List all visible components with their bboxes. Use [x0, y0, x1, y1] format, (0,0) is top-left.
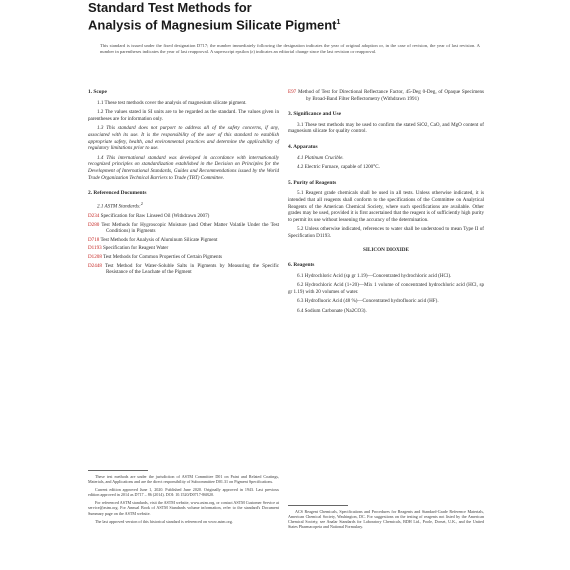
paragraph-1-2: 1.2 The values stated in SI units are to be regarded as the standard. The values given in parentheses are for information only.: [88, 109, 279, 122]
footnote-5: ACS Reagent Chemicals, Specifications and Procedures for Reagents and Standard-Grade Reference Materials, American Chemical Society, Washington, DC. For suggestions on the testing of reagents not listed by the American Chemical Society, see Analar Standards for Laboratory Chemicals, BDH Ltd., Poole, Dorset, U.K., and the United States Pharmacopeia and National Formulary.: [288, 509, 484, 530]
paragraph-6-4: 6.4 Sodium Carbonate (Na2CO3).: [297, 308, 367, 315]
reference-item: D2448 Test Method for Water-Soluble Salts in Pigments by Measuring the Specific Resistance of the Leachate of the Pigment: [88, 262, 280, 276]
footnote-2: Current edition approved June 1, 2020. Published June 2020. Originally approved in 1943. Last previous edition approved in 2014 as D717 – 86 (2014). DOI: 10.1520/D0717-86R20.: [88, 487, 279, 498]
paragraph-5-1: 5.1 Reagent grade chemicals shall be used in all tests. Unless otherwise indicated, it is intended that all reagents shall conform to the specifications of the Committee on Analytical Reagents of the American Chemical Society, where such specifications are available. Other grades may be used, provided it is first ascertained that the reagent is of sufficiently high purity to permit its use without lessening the accuracy of the determination.: [288, 190, 484, 223]
reference-item: D234 Specification for Raw Linseed Oil (Withdrawn 2007): [88, 213, 210, 219]
left-column: [88, 89, 279, 278]
paragraph-4-2: 4.2 Electric Furnace, capable of 1200°C.: [297, 164, 380, 171]
reference-item: D718 Test Methods for Analysis of Aluminum Silicate Pigment: [88, 236, 218, 243]
section-heading-silicon-dioxide: SILICON DIOXIDE: [363, 246, 409, 253]
footnote-4: The last approved version of this historical standard is referenced on www.astm.org.: [95, 518, 233, 524]
title-footnote-mark: 1: [336, 19, 341, 26]
paragraph-1-1: 1.1 These test methods cover the analysis of magnesium silicate pigment.: [97, 99, 247, 106]
paragraph-1-3: 1.3 This standard does not purport to address all of the safety concerns, if any, associated with its use. It is the responsibility of the user of this standard to establish appropriate safety, health, and environmental practices and determine the applicability of regulatory limitations prior to use.: [88, 125, 279, 152]
reference-link[interactable]: D718: [88, 236, 100, 243]
footnote-3: For referenced ASTM standards, visit the ASTM website, www.astm.org, or contact ASTM Customer Service at service@astm.org. For Annual Book of ASTM Standards volume information, refer to the standard's Document Summary page on the ASTM website.: [88, 500, 279, 516]
section-heading-referenced-documents: 2. Referenced Documents: [88, 190, 147, 197]
section-heading-scope: 1. Scope: [88, 89, 107, 95]
section-heading-purity: 5. Purity of Reagents: [288, 179, 337, 186]
reference-link[interactable]: D234: [88, 213, 100, 219]
section-heading-significance: 3. Significance and Use: [288, 111, 342, 118]
paragraph-6-3: 6.3 Hydrofluoric Acid (48 %)—Concentrated hydrofluoric acid (HF).: [297, 298, 439, 305]
reference-link[interactable]: E97: [288, 89, 297, 95]
footnote-divider: [288, 505, 348, 506]
footnote-1: These test methods are under the jurisdiction of ASTM Committee D01 on Paint and Related Coatings, Materials, and Applications and are the direct responsibility of Subcommittee D01.31 on Pigment Specifications.: [88, 474, 279, 485]
section-heading-apparatus: 4. Apparatus: [288, 143, 318, 150]
paragraph-1-4: 1.4 This international standard was developed in accordance with internationally recognized principles on standardization established in the Decision on Principles for the Development of International Standards, Guides and Recommendations issued by the World Trade Organization Technical Barriers to Trade (TBT) Committee.: [88, 154, 279, 181]
paragraph-5-2: 5.2 Unless otherwise indicated, references to water shall be understood to mean Type II of Specification D1193.: [288, 226, 484, 239]
paragraph-3-1: 3.1 These test methods may be used to confirm the stated SiO2, CaO, and MgO content of magnesium silicate for quality control.: [288, 121, 484, 135]
paragraph-4-1: 4.1 Platinum Crucible.: [297, 154, 344, 161]
paragraph-2-1: 2.1 ASTM Standards:$^2$: [97, 200, 143, 210]
paragraph-6-1: 6.1 Hydrochloric Acid (sp gr 1.19)—Concentrated hydrochloric acid (HCl).: [297, 272, 452, 279]
footnote-divider: [88, 470, 148, 471]
paragraph-6-2: 6.2 Hydrochloric Acid (1+20)—Mix 1 volume of concentrated hydrochloric acid (HCl, sp gr 1.19) with 20 volumes of water.: [288, 282, 484, 295]
reference-item: D1208 Test Methods for Common Properties of Certain Pigments: [88, 253, 222, 260]
designation-note: This standard is issued under the fixed designation D717; the number immediately following the designation indicates the year of original adoption or, in the case of revision, the year of last revision. A number in parentheses indicates the year of last reapproval. A superscript epsilon (ε) indicates an editorial change since the last revision or reapproval.: [100, 43, 480, 54]
reference-item: D1193 Specification for Reagent Water: [88, 245, 169, 252]
reference-link[interactable]: D1193: [88, 245, 102, 252]
reference-item: E97 Method of Test for Directional Reflectance Factor, 45-Deg 0-Deg, of Opaque Specimens by Broad-Band Filter Reflectometry (Withdrawn 1991): [288, 89, 484, 102]
footnotes-left: [88, 470, 279, 527]
right-column: [288, 89, 484, 318]
document-title: [88, 0, 488, 32]
title-line-2: Analysis of Magnesium Silicate Pigment$^1$: [88, 17, 341, 33]
reference-item: D280 Test Methods for Hygroscopic Moisture (and Other Matter Volatile Under the Test Conditions) in Pigments: [88, 221, 279, 235]
reference-link[interactable]: D1208: [88, 253, 102, 260]
footnotes-right: [288, 505, 484, 532]
reference-link[interactable]: D2448: [88, 262, 102, 269]
title-line-1: Standard Test Methods for: [88, 0, 252, 15]
section-heading-reagents: 6. Reagents: [288, 262, 315, 269]
reference-link[interactable]: D280: [88, 221, 100, 228]
